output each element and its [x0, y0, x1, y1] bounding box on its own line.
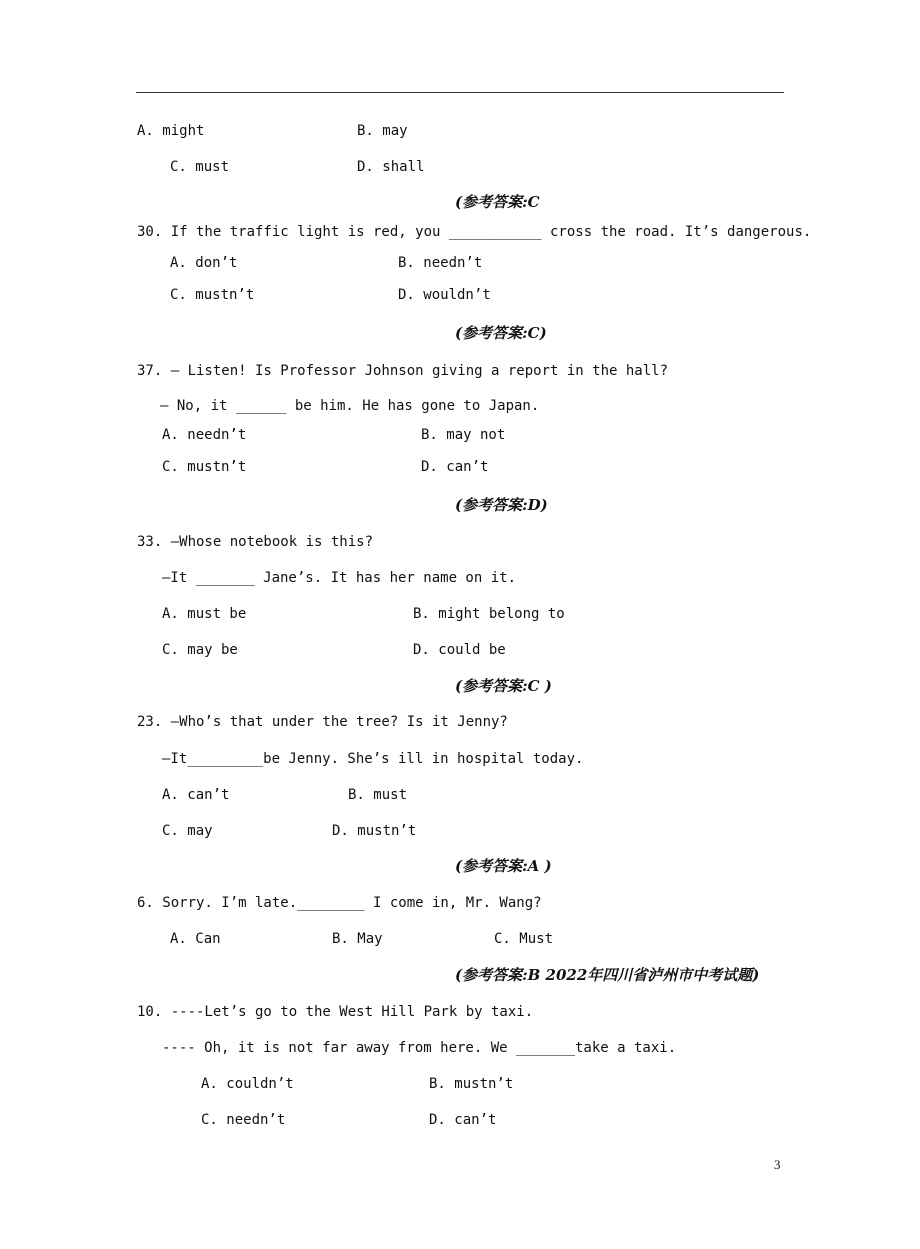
option-c: C. Must — [494, 931, 554, 947]
option-b: B. may — [357, 123, 408, 139]
question-stem: 37. — Listen! Is Professor Johnson giving a report in the hall? — [137, 363, 669, 379]
option-b: B. must — [348, 787, 408, 803]
option-d: D. can’t — [421, 459, 489, 475]
option-a: A. must be — [162, 606, 247, 622]
answer-key: (参考答案:D) — [455, 496, 548, 514]
question-reply: —It _______ Jane’s. It has her name on it. — [162, 570, 517, 586]
header-rule — [136, 92, 784, 93]
option-c: C. may — [162, 823, 213, 839]
answer-key: (参考答案:B 2022年四川省泸州市中考试题) — [455, 966, 760, 984]
option-b: B. mustn’t — [429, 1076, 514, 1092]
option-a: A. don’t — [170, 255, 238, 271]
question-stem: 6. Sorry. I’m late.________ I come in, Mr. Wang? — [137, 895, 542, 911]
question-stem: 30. If the traffic light is red, you ___________ cross the road. It’s dangerous. — [137, 224, 812, 240]
page-number: 3 — [774, 1157, 781, 1172]
option-d: D. shall — [357, 159, 425, 175]
option-b: B. needn’t — [398, 255, 483, 271]
option-c: C. may be — [162, 642, 238, 658]
option-c: C. mustn’t — [170, 287, 255, 303]
option-d: D. mustn’t — [332, 823, 417, 839]
option-b: B. might belong to — [413, 606, 565, 622]
question-reply: — No, it ______ be him. He has gone to Japan. — [160, 398, 540, 414]
option-c: C. must — [170, 159, 230, 175]
option-d: D. could be — [413, 642, 506, 658]
answer-key: (参考答案:C — [455, 193, 540, 211]
question-reply: —It_________be Jenny. She’s ill in hospital today. — [162, 751, 584, 767]
question-stem: 10. ----Let’s go to the West Hill Park by taxi. — [137, 1004, 534, 1020]
option-a: A. might — [137, 123, 205, 139]
answer-key: (参考答案:C) — [455, 324, 547, 342]
answer-key: (参考答案:A ) — [455, 857, 552, 875]
option-b: B. may not — [421, 427, 506, 443]
question-stem: 33. —Whose notebook is this? — [137, 534, 374, 550]
option-c: C. needn’t — [201, 1112, 286, 1128]
option-a: A. can’t — [162, 787, 230, 803]
option-a: A. couldn’t — [201, 1076, 294, 1092]
option-b: B. May — [332, 931, 383, 947]
option-d: D. wouldn’t — [398, 287, 491, 303]
option-a: A. needn’t — [162, 427, 247, 443]
option-d: D. can’t — [429, 1112, 497, 1128]
option-c: C. mustn’t — [162, 459, 247, 475]
option-a: A. Can — [170, 931, 221, 947]
question-reply: ---- Oh, it is not far away from here. We _______take a taxi. — [162, 1040, 677, 1056]
question-stem: 23. —Who’s that under the tree? Is it Jenny? — [137, 714, 508, 730]
answer-key: (参考答案:C ) — [455, 677, 552, 695]
